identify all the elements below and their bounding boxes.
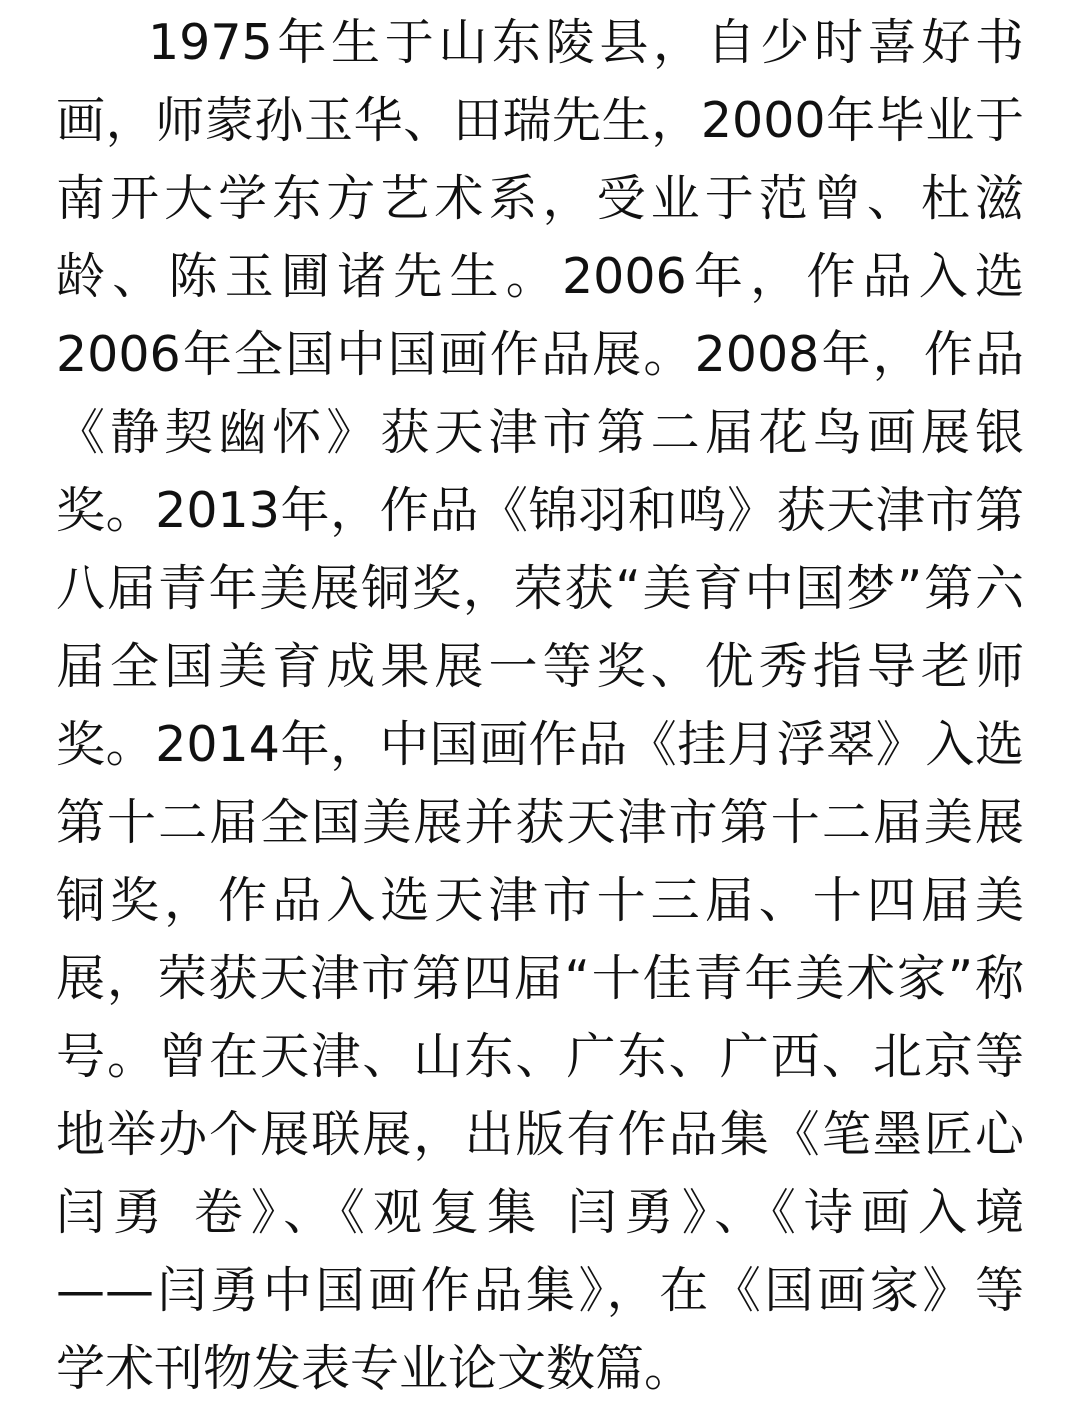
text-line: 铜奖，作品入选天津市十三届、十四届美: [56, 872, 1024, 929]
text-line: 展，荣获天津市第四届“十佳青年美术家”称: [56, 950, 1024, 1007]
text-line: 奖。2014年，中国画作品《挂月浮翠》入选: [56, 716, 1024, 773]
text-line: 地举办个展联展，出版有作品集《笔墨匠心: [56, 1106, 1024, 1163]
text-line: 闫勇 卷》、《观复集 闫勇》、《诗画入境: [56, 1184, 1024, 1241]
text-line: 奖。2013年，作品《锦羽和鸣》获天津市第: [56, 482, 1024, 539]
text-line: 1975年生于山东陵县，自少时喜好书: [148, 14, 1024, 71]
text-line: 号。曾在天津、山东、广东、广西、北京等: [56, 1028, 1024, 1085]
text-line: 龄、陈玉圃诸先生。2006年，作品入选: [56, 248, 1024, 305]
text-line: 南开大学东方艺术系，受业于范曾、杜滋: [56, 170, 1024, 227]
text-line: 学术刊物发表专业论文数篇。: [56, 1340, 694, 1397]
text-line: 2006年全国中国画作品展。2008年，作品: [56, 326, 1024, 383]
text-line: 届全国美育成果展一等奖、优秀指导老师: [56, 638, 1024, 695]
text-line: 第十二届全国美展并获天津市第十二届美展: [56, 794, 1024, 851]
text-line: 画，师蒙孙玉华、田瑞先生，2000年毕业于: [56, 92, 1024, 149]
text-line: 《静契幽怀》获天津市第二届花鸟画展银: [56, 404, 1024, 461]
text-line: 八届青年美展铜奖，荣获“美育中国梦”第六: [56, 560, 1024, 617]
text-line: ——闫勇中国画作品集》，在《国画家》等: [56, 1262, 1024, 1319]
